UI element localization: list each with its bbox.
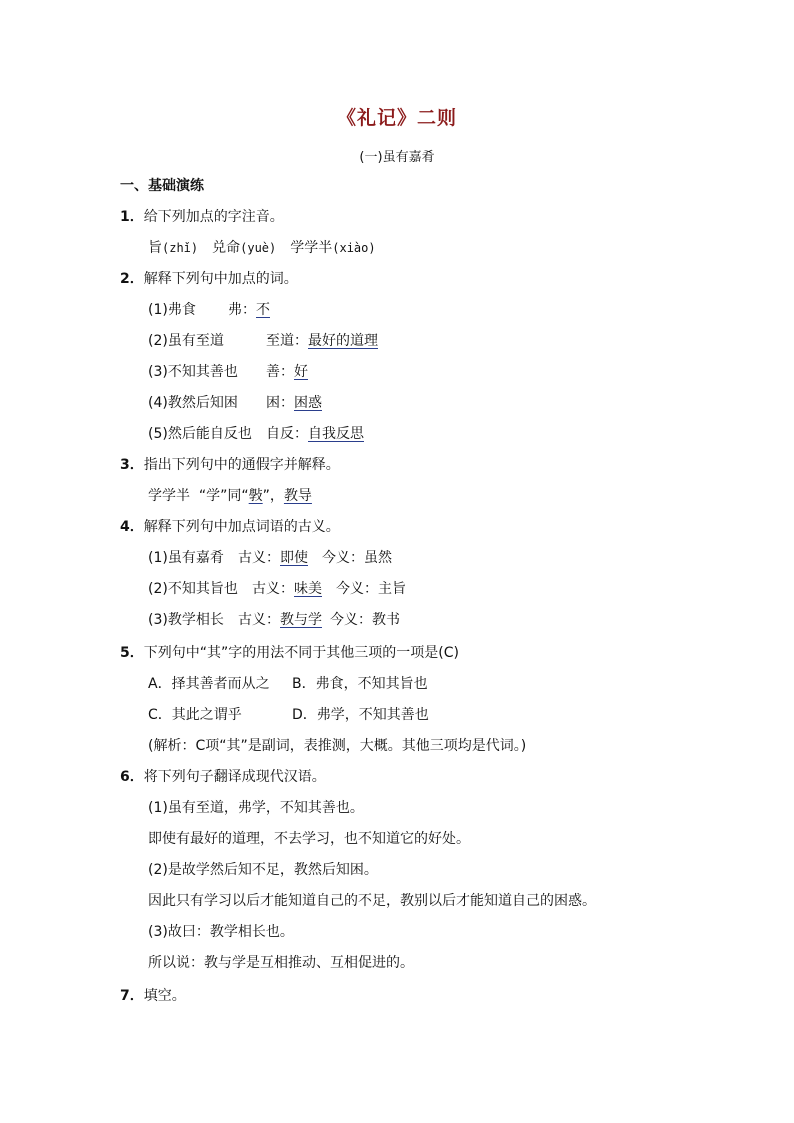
question-text: 指出下列句中的通假字并解释。 — [143, 457, 340, 473]
tongjia-line — [148, 487, 312, 505]
answer: 自我反思 — [308, 426, 364, 442]
translation: 因此只有学习以后才能知道自己的不足，教别以后才能知道自己的困惑。 — [148, 893, 596, 909]
choice-d: D．弗学，不知其善也 — [292, 707, 429, 723]
question-text: 将下列句子翻译成现代汉语。 — [143, 769, 326, 785]
question-number: 5． — [120, 645, 144, 661]
sentence: (2)不知其旨也 — [148, 581, 238, 597]
list-item — [148, 580, 406, 598]
sentence: (3)不知其善也 — [148, 364, 238, 380]
analysis-text: (解析：C项“其”是副词，表推测，大概。其他三项均是代词。) — [148, 738, 527, 754]
question-number: 2． — [120, 271, 144, 287]
punctuation: ”， — [262, 488, 284, 504]
sentence: (5)然后能自反也 — [148, 426, 252, 442]
source-sentence: (3)故曰：教学相长也。 — [148, 924, 294, 940]
answer: 斅 — [248, 488, 263, 504]
list-item — [148, 425, 364, 443]
answer: 味美 — [294, 581, 322, 597]
question-4 — [120, 518, 340, 536]
translation: 所以说：教与学是互相推动、互相促进的。 — [148, 955, 414, 971]
term: 古义： — [252, 581, 294, 597]
question-text: 给下列加点的字注音。 — [143, 209, 284, 225]
question-text: 解释下列句中加点词语的古义。 — [143, 519, 340, 535]
term: 弗： — [228, 302, 256, 318]
question-number: 7． — [120, 988, 144, 1004]
question-number: 3． — [120, 457, 144, 473]
page-subtitle: (一)虽有嘉肴 — [359, 150, 435, 165]
pinyin-reading: (zhǐ) — [162, 241, 199, 255]
term: 困： — [266, 395, 294, 411]
choice-row — [148, 706, 429, 724]
pinyin-line — [148, 239, 376, 257]
term: 古义： — [238, 550, 280, 566]
question-1 — [120, 208, 284, 226]
choice-c: C．其此之谓乎 — [148, 707, 242, 723]
list-item — [148, 301, 270, 319]
pinyin-word: 旨 — [148, 240, 162, 256]
term: 古义： — [238, 612, 280, 628]
question-text: 解释下列句中加点的词。 — [143, 271, 298, 287]
choice-b: B．弗食，不知其旨也 — [292, 676, 428, 692]
section-heading: 一、基础演练 — [120, 178, 204, 194]
page-title: 《礼记》二则 — [336, 107, 457, 129]
term: 善： — [266, 364, 294, 380]
term: 自反： — [266, 426, 308, 442]
modern-meaning: 今义：主旨 — [336, 581, 406, 597]
answer: 好 — [294, 364, 308, 380]
question-2 — [120, 270, 298, 288]
answer: 教导 — [283, 488, 312, 504]
sentence: (3)教学相长 — [148, 612, 224, 628]
sentence: (1)虽有嘉肴 — [148, 550, 224, 566]
term: 至道： — [266, 333, 308, 349]
list-item — [148, 549, 392, 567]
question-5 — [120, 644, 459, 662]
question-7 — [120, 987, 186, 1005]
answer: 教与学 — [280, 612, 322, 628]
list-item — [148, 611, 400, 629]
modern-meaning: 今义：虽然 — [322, 550, 392, 566]
pinyin-reading: (xiào) — [332, 241, 376, 255]
source-sentence: (2)是故学然后知不足，教然后知困。 — [148, 862, 378, 878]
list-item — [148, 394, 322, 412]
question-3 — [120, 456, 340, 474]
answer: 即使 — [280, 550, 308, 566]
answer: 困惑 — [294, 395, 322, 411]
modern-meaning: 今义：教书 — [330, 612, 400, 628]
question-6 — [120, 768, 326, 786]
pinyin-word: 兑命 — [212, 240, 241, 256]
sentence: (2)虽有至道 — [148, 333, 224, 349]
translation: 即使有最好的道理，不去学习，也不知道它的好处。 — [148, 831, 470, 847]
choice-a: A．择其善者而从之 — [148, 676, 270, 692]
pinyin-reading: (yuè) — [240, 241, 277, 255]
question-text: 下列句中“其”字的用法不同于其他三项的一项是(C) — [143, 645, 459, 661]
question-number: 6． — [120, 769, 144, 785]
answer: 最好的道理 — [308, 333, 378, 349]
choice-row — [148, 675, 428, 693]
question-number: 4． — [120, 519, 144, 535]
source-sentence: (1)虽有至道，弗学，不知其善也。 — [148, 800, 364, 816]
question-text: 填空。 — [143, 988, 186, 1004]
question-number: 1． — [120, 209, 144, 225]
list-item — [148, 363, 308, 381]
sentence: (4)教然后知困 — [148, 395, 238, 411]
sentence: 学学半 “学”同“ — [148, 488, 249, 504]
pinyin-word: 学学半 — [290, 240, 333, 256]
list-item — [148, 332, 378, 350]
sentence: (1)弗食 — [148, 302, 196, 318]
answer: 不 — [256, 302, 270, 318]
